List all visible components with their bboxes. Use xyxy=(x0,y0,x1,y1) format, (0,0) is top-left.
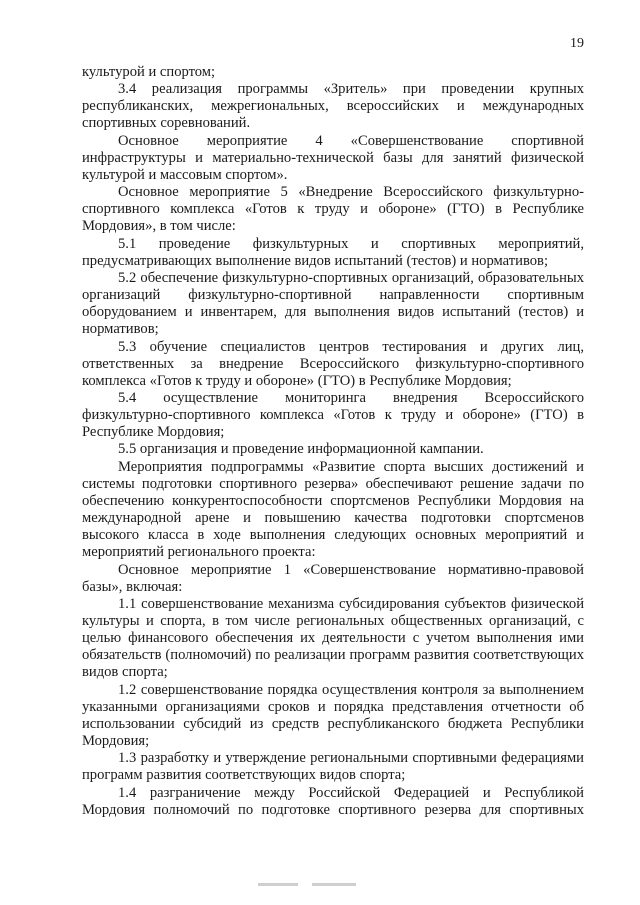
scan-artifact-mark xyxy=(258,883,298,886)
paragraph-continuation: культурой и спортом; xyxy=(82,64,216,80)
paragraph-main-activity-4: Основное мероприятие 4 «Совершенствование спортивной инфраструктуры и материально-технической базы для занятий физической культурой и массовым спортом». xyxy=(82,132,584,183)
paragraph-item-5-3: 5.3 обучение специалистов центров тестирования и других лиц, ответственных за внедрение Всероссийского физкультурно-спортивного комплекса «Готов к труду и обороне» (ГТО) в Республике Мордовия; xyxy=(82,338,584,389)
paragraph-item-5-2: 5.2 обеспечение физкультурно-спортивных организаций, образовательных организаций физкультурно-спортивной направленности спортивным оборудованием и инвентарем, для выполнения видов испытаний (тестов) и нормативов; xyxy=(82,269,584,338)
paragraph-item-5-4: 5.4 осуществление мониторинга внедрения Всероссийского физкультурно-спортивного комплекса «Готов к труду и обороне» (ГТО) в Республике Мордовия; xyxy=(82,389,584,441)
paragraph-item-1-3: 1.3 разработку и утверждение региональными спортивными федерациями программ развития соответствующих видов спорта; xyxy=(82,750,584,784)
paragraph-item-3-4: 3.4 реализация программы «Зритель» при проведении крупных республиканских, межрегиональных, всероссийских и международных спортивных соревнований. xyxy=(82,81,584,132)
paragraph-item-1-4: 1.4 разграничение между Российской Федерацией и Республикой Мордовия полномочий по подготовке спортивного резерва для спортивных xyxy=(82,784,584,818)
paragraph-main-activity-5: Основное мероприятие 5 «Внедрение Всероссийского физкультурно-спортивного комплекса «Готов к труду и обороне» (ГТО) в Республике Мордовия», в том числе: xyxy=(82,184,584,235)
page-number: 19 xyxy=(570,36,584,51)
document-body xyxy=(82,64,584,819)
paragraph-item-5-5: 5.5 организация и проведение информационной кампании. xyxy=(118,441,484,458)
paragraph-item-5-1: 5.1 проведение физкультурных и спортивных мероприятий, предусматривающих выполнение видов испытаний (тестов) и нормативов; xyxy=(82,235,584,269)
paragraph-item-1-1: 1.1 совершенствование механизма субсидирования субъектов физической культуры и спорта, в том числе региональных общественных организаций, с целью финансового обеспечения их деятельности с учетом выполнения ими обязательств (полномочий) по реализации программ развития соответствующих видов спорта; xyxy=(82,595,584,681)
paragraph-item-1-2: 1.2 совершенствование порядка осуществления контроля за выполнением указанными организациями сроков и порядка представления отчетности об использовании субсидий из средств республиканского бюджета Республики Мордовия; xyxy=(82,681,584,750)
paragraph-main-activity-1: Основное мероприятие 1 «Совершенствование нормативно-правовой базы», включая: xyxy=(82,561,584,595)
scan-artifact-mark xyxy=(312,883,356,886)
paragraph-subprogram-activities: Мероприятия подпрограммы «Развитие спорта высших достижений и системы подготовки спортивного резерва» обеспечивают решение задачи по обеспечению конкурентоспособности спортсменов Республики Мордовия на международной арене и повышению качества подготовки спортсменов высокого класса в ходе выполнения следующих основных мероприятий и мероприятий регионального проекта: xyxy=(82,458,584,561)
